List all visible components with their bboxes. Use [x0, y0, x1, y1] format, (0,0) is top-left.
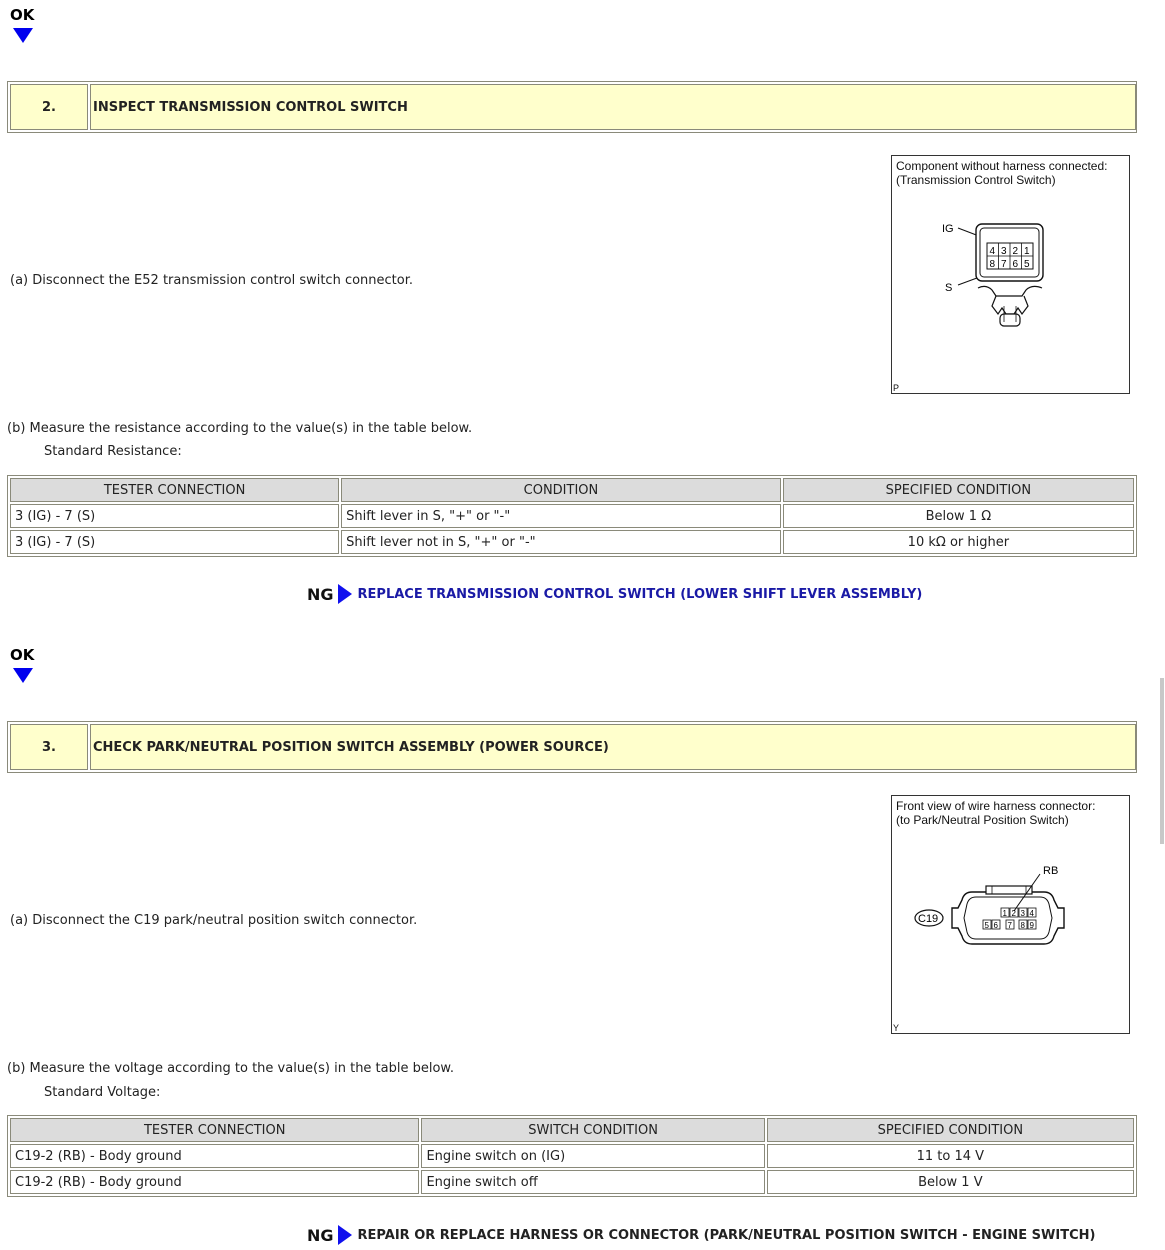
- step-2-instruction-b: (b) Measure the resistance according to the value(s) in the table below.: [7, 421, 473, 436]
- step-3-ng-row: [307, 1225, 1095, 1245]
- table-header: CONDITION: [341, 478, 781, 502]
- table-row: [10, 530, 1134, 554]
- step-3-figure-id: Y: [893, 1023, 900, 1033]
- pin-8: 8: [989, 259, 996, 270]
- table-cell: Shift lever not in S, "+" or "-": [341, 530, 781, 554]
- table-row: [10, 504, 1134, 528]
- pin-3: 3: [1020, 909, 1025, 918]
- connector-id-label: C19: [918, 913, 939, 925]
- pin-2: 2: [1011, 909, 1016, 918]
- table-cell: Engine switch on (IG): [421, 1144, 764, 1168]
- step-3-instruction-a: (a) Disconnect the C19 park/neutral position switch connector.: [10, 913, 418, 928]
- step-3-instruction-b: (b) Measure the voltage according to the value(s) in the table below.: [7, 1061, 455, 1076]
- pin-3: 3: [1001, 246, 1007, 257]
- label-ig: IG: [942, 223, 954, 235]
- table-header: SPECIFIED CONDITION: [783, 478, 1134, 502]
- pin-4: 4: [989, 246, 996, 257]
- step-3-header: [7, 721, 1137, 773]
- table-cell: Below 1 Ω: [783, 504, 1134, 528]
- ng-label: NG: [307, 584, 334, 604]
- scrollbar-thumb[interactable]: [1160, 678, 1164, 844]
- table-header: TESTER CONNECTION: [10, 478, 339, 502]
- pin-4: 4: [1029, 909, 1034, 918]
- table-header: TESTER CONNECTION: [10, 1118, 419, 1142]
- pin-5: 5: [1024, 259, 1030, 270]
- step-2-resistance-table: [7, 475, 1137, 557]
- table-cell: C19-2 (RB) - Body ground: [10, 1170, 419, 1194]
- ng-label: NG: [307, 1225, 334, 1245]
- pin-8: 8: [1020, 921, 1025, 930]
- step-3-number: 3.: [10, 724, 88, 770]
- ok-down-arrow-icon: [13, 668, 33, 683]
- pin-5: 5: [984, 921, 989, 930]
- step-2-figure: [891, 155, 1130, 394]
- transmission-switch-connector-diagram: [892, 156, 1129, 393]
- pin-2: 2: [1012, 246, 1019, 257]
- step-3-figure-caption: Front view of wire harness connector: (to Park/Neutral Position Switch): [896, 799, 1096, 827]
- table-cell: Engine switch off: [421, 1170, 764, 1194]
- table-cell: Below 1 V: [767, 1170, 1134, 1194]
- table-cell: 10 kΩ or higher: [783, 530, 1134, 554]
- step-3-standard-label: Standard Voltage:: [44, 1085, 161, 1100]
- ok-down-arrow-icon: [13, 28, 33, 43]
- label-s: S: [945, 282, 953, 294]
- table-cell: 3 (IG) - 7 (S): [10, 504, 339, 528]
- pin-6: 6: [993, 921, 998, 930]
- pin-7: 7: [1001, 259, 1007, 270]
- pin-9: 9: [1029, 921, 1034, 930]
- table-row: [10, 1170, 1134, 1194]
- table-row: [10, 1144, 1134, 1168]
- step-3-voltage-table: [7, 1115, 1137, 1197]
- table-header: SWITCH CONDITION: [421, 1118, 764, 1142]
- ng-right-arrow-icon: [338, 1225, 352, 1245]
- ok-label: OK: [10, 646, 35, 664]
- ng-action-text: REPAIR OR REPLACE HARNESS OR CONNECTOR (PARK/NEUTRAL POSITION SWITCH - ENGINE SWITCH): [357, 1227, 1096, 1243]
- step-2-instruction-a: (a) Disconnect the E52 transmission control switch connector.: [10, 273, 414, 288]
- ng-right-arrow-icon: [338, 584, 352, 604]
- pin-1: 1: [1024, 246, 1030, 257]
- table-cell: Shift lever in S, "+" or "-": [341, 504, 781, 528]
- pin-7: 7: [1007, 921, 1012, 930]
- step-2-title: INSPECT TRANSMISSION CONTROL SWITCH: [90, 84, 1136, 130]
- pin-1: 1: [1002, 909, 1007, 918]
- table-cell: 3 (IG) - 7 (S): [10, 530, 339, 554]
- table-header-row: [10, 1118, 1134, 1142]
- step-2-header: [7, 81, 1137, 133]
- ng-action-link[interactable]: REPLACE TRANSMISSION CONTROL SWITCH (LOWER SHIFT LEVER ASSEMBLY): [357, 586, 923, 602]
- table-cell: C19-2 (RB) - Body ground: [10, 1144, 419, 1168]
- step-3-figure: [891, 795, 1130, 1034]
- step-2-figure-caption: Component without harness connected: (Transmission Control Switch): [896, 159, 1108, 187]
- step-2-ng-row: [307, 584, 922, 604]
- label-rb: RB: [1043, 865, 1059, 877]
- step-2-number: 2.: [10, 84, 88, 130]
- step-3-title: CHECK PARK/NEUTRAL POSITION SWITCH ASSEMBLY (POWER SOURCE): [90, 724, 1136, 770]
- table-cell: 11 to 14 V: [767, 1144, 1134, 1168]
- table-header-row: [10, 478, 1134, 502]
- park-neutral-connector-diagram: [892, 796, 1129, 1033]
- step-2-standard-label: Standard Resistance:: [44, 444, 182, 459]
- step-2-figure-id: P: [893, 383, 900, 393]
- pin-6: 6: [1012, 259, 1019, 270]
- table-header: SPECIFIED CONDITION: [767, 1118, 1134, 1142]
- ok-label: OK: [10, 6, 35, 24]
